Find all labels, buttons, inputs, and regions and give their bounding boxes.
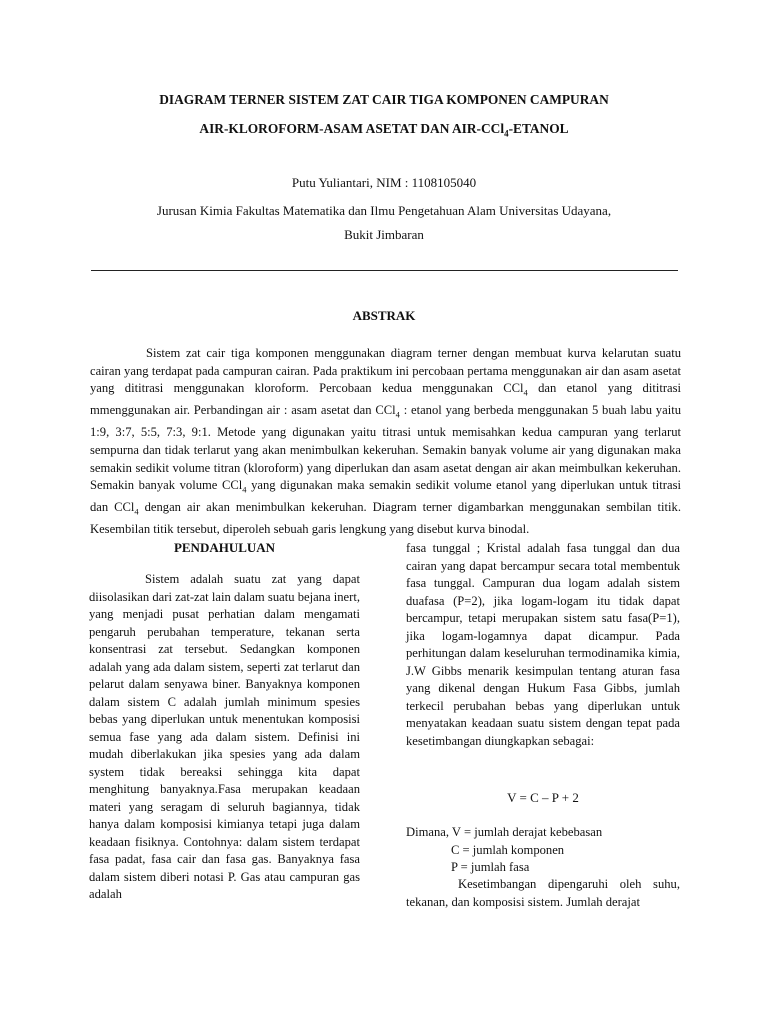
paper-title-line-1	[0, 92, 768, 108]
definition-v: Dimana, V = jumlah derajat kebebasan	[406, 825, 603, 839]
definition-p: P = jumlah fasa	[451, 860, 530, 874]
gibbs-phase-rule-equation: V = C – P + 2	[507, 790, 579, 805]
intro-right-column-top: fasa tunggal ; Kristal adalah fasa tunggal dan dua cairan yang dapat bercampur secara total membentuk fasa tunggal. Campuran dua logam adalah sistem duafasa (P=2), jika logam-logam itu tidak dapat bercampur, tetapi merupakan sistem satu fasa(P=1), jika logam-logamnya dapat dicampur. Pada perhitungan dalam keseluruhan termodinamika kimia, J.W Gibbs menarik kesimpulan tentang aturan fasa yang dikenal dengan Hukum Fasa Gibbs, jumlah terkecil perubahan bebas yang diperlukan untuk menyatakan keadaan suatu sistem dengan tepat pada kesetimbangan diungkapkan sebagai:	[406, 541, 680, 748]
abstract-text-2: dan etanol yang dititrasi mmenggunakan air. Perbandingan air : asam asetat dan CCl	[90, 381, 682, 418]
affiliation-line: Jurusan Kimia Fakultas Matematika dan Ilmu Pengetahuan Alam Universitas Udayana,	[156, 203, 612, 218]
abstract-heading: ABSTRAK	[352, 308, 416, 323]
abstract-text-5: dengan air akan menimbulkan kekeruhan. Diagram terner digambarkan menggunakan sembilan titik. Kesembilan titik tersebut, diperoleh sebuah garis lengkung yang disebut kurva binodal.	[90, 500, 681, 537]
abstract-sub-1: 4	[523, 387, 528, 398]
definition-c: C = jumlah komponen	[451, 842, 565, 857]
header-divider	[91, 270, 678, 271]
abstract-paragraph	[90, 345, 681, 539]
title-text-2a: AIR-KLOROFORM-ASAM ASETAT DAN AIR-CCl	[199, 121, 505, 136]
intro-left-column: Sistem adalah suatu zat yang dapat diisolasikan dari zat-zat lain dalam suatu bejana inert, yang menjadi pusat perhatian dalam mengamati pengaruh perubahan temperature, tekanan serta konsentrasi zat tersebut. Sedangkan komponen adalah yang ada dalam sistem, seperti zat terlarut dan pelarut dalam senyawa biner. Banyaknya komponen dalam sistem C adalah jumlah minimum spesies bebas yang diperlukan untuk menentukan komposisi semua fase yang ada dalam sistem. Definisi ini mudah diberlakukan jika spesies yang ada dalam system tidak bereaksi sehingga kita dapat menghitung banyaknya.Fasa merupakan keadaan materi yang seragam di seluruh bagiannya, tidak hanya dalam komposisi kimianya tetapi juga dalam keadaan fisiknya. Contohnya: dalam sistem terdapat fasa padat, fasa cair dan fasa gas. Banyaknya fasa dalam sistem diberi notasi P. Gas atau campuran gas adalah	[89, 572, 360, 901]
intro-right-column-bottom: Kesetimbangan dipengaruhi oleh suhu, tekanan, dan komposisi sistem. Jumlah derajat	[406, 877, 680, 909]
abstract-text-4: yang digunakan maka semakin sedikit volume etanol yang diperlukan untuk titrasi dan CCl	[90, 478, 681, 515]
abstract-sub-3: 4	[242, 484, 247, 495]
title-subscript: 4	[504, 128, 509, 139]
equation-definitions	[406, 824, 680, 877]
abstract-sub-4: 4	[134, 506, 139, 517]
abstract-text-1: Sistem zat cair tiga komponen menggunakan diagram terner dengan membuat kurva kelarutan suatu cairan yang terdapat pada campuran cairan. Pada praktikum ini percobaan pertama menggunakan air dan asam asetat yang dititrasi menggunakan kloroform. Percobaan kedua menggunakan CCl	[90, 346, 681, 396]
author-line: Putu Yuliantari, NIM : 1108105040	[291, 175, 477, 190]
paper-title-line-2	[0, 121, 768, 139]
title-text-1: DIAGRAM TERNER SISTEM ZAT CAIR TIGA KOMPONEN CAMPURAN	[159, 92, 609, 107]
location-line: Bukit Jimbaran	[344, 227, 424, 242]
abstract-sub-2: 4	[395, 409, 400, 420]
intro-heading: PENDAHULUAN	[173, 540, 276, 555]
abstract-text-3: : etanol yang berbeda menggunakan 5 buah labu yaitu 1:9, 3:7, 5:5, 7:3, 9:1. Metode yang digunakan yaitu titrasi untuk memisahkan kedua campuran yang terlarut sempurna dan tidak terlarut yang akan menimbulkan kekeruhan. Semakin banyak volume air yang digunakan maka semakin sedikit volume titran (kloroform) yang diperlukan dan asam asetat dengan air akan meimbulkan kekeruhan. Semakin banyak volume CCl	[90, 403, 681, 493]
title-text-2b: -ETANOL	[508, 121, 569, 136]
